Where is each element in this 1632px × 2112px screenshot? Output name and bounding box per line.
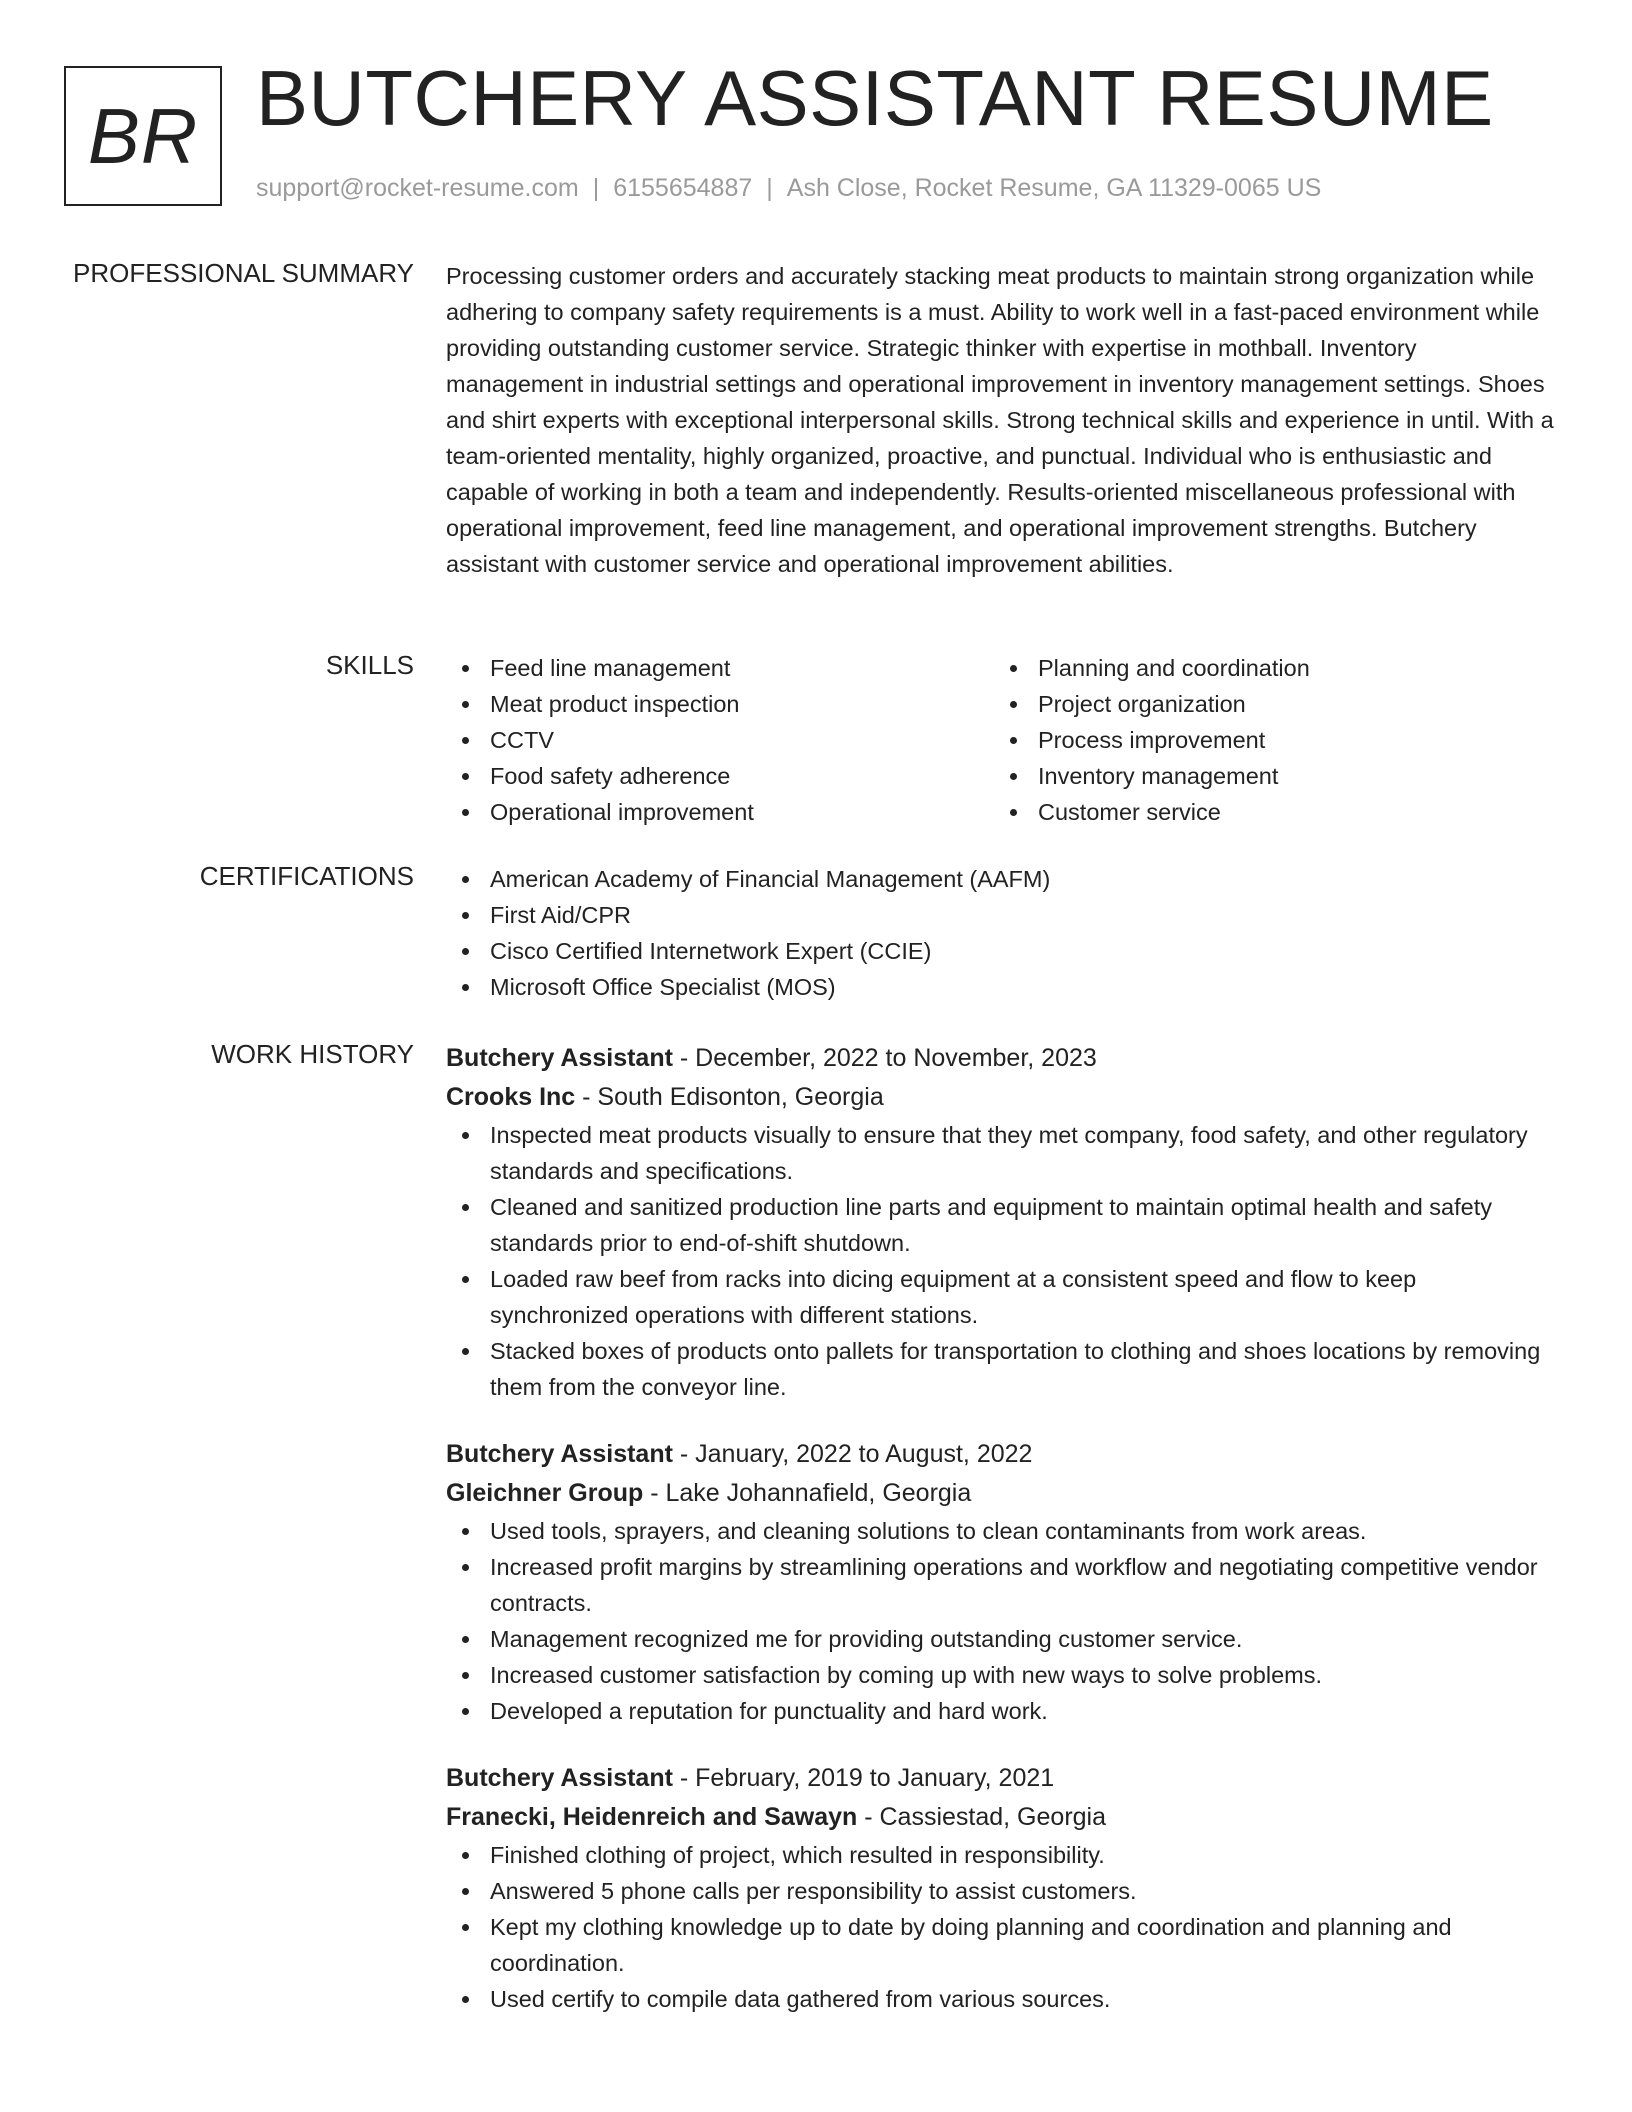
job-duty: Cleaned and sanitized production line parts and equipment to maintain optimal health and safety standards prior to end-of-shift shutdown. — [446, 1189, 1556, 1261]
job-company: Gleichner Group — [446, 1479, 644, 1507]
job-duty: Answered 5 phone calls per responsibility to assist customers. — [446, 1873, 1556, 1909]
job-duty: Kept my clothing knowledge up to date by doing planning and coordination and planning and coordination. — [446, 1909, 1556, 1981]
contact-separator: | — [766, 174, 773, 202]
skill-item: Customer service — [994, 794, 1542, 830]
job-entry — [446, 1435, 1556, 1729]
section-label-work-history: WORK HISTORY — [211, 1039, 414, 1069]
certifications-list — [446, 861, 1556, 1005]
skill-item: Process improvement — [994, 722, 1542, 758]
certification-item: American Academy of Financial Management (AAFM) — [446, 861, 1556, 897]
summary-body — [446, 258, 1556, 582]
job-duty: Increased customer satisfaction by coming up with new ways to solve problems. — [446, 1657, 1556, 1693]
job-title: Butchery Assistant — [446, 1044, 673, 1072]
skills-list-left — [446, 650, 994, 830]
skill-item: Project organization — [994, 686, 1542, 722]
skills-list-right — [994, 650, 1542, 830]
job-duty: Used certify to compile data gathered from various sources. — [446, 1981, 1556, 2017]
skill-item: Food safety adherence — [446, 758, 994, 794]
job-duty: Used tools, sprayers, and cleaning solutions to clean contaminants from work areas. — [446, 1513, 1556, 1549]
section-label-certifications: CERTIFICATIONS — [199, 861, 414, 891]
summary-text: Processing customer orders and accurately stacking meat products to maintain strong organization while adhering to company safety requirements is a must. Ability to work well in a fast-paced environment while providing outstanding customer service. Strategic thinker with expertise in mothball. Inventory management in industrial settings and operational improvement in inventory management settings. Shoes and shirt experts with exceptional interpersonal skills. Strong technical skills and experience in until. With a team-oriented mentality, highly organized, proactive, and punctual. Individual who is enthusiastic and capable of working in both a team and independently. Results-oriented miscellaneous professional with operational improvement, feed line management, and operational improvement strengths. Butchery assistant with customer service and operational improvement abilities. — [446, 263, 1554, 577]
job-duty: Increased profit margins by streamlining operations and workflow and negotiating competitive vendor contracts. — [446, 1549, 1556, 1621]
skill-item: CCTV — [446, 722, 994, 758]
work-history-body — [446, 1039, 1556, 2017]
job-duty: Stacked boxes of products onto pallets for transportation to clothing and shoes locations by removing them from the conveyor line. — [446, 1333, 1556, 1405]
job-company-line — [446, 1077, 1556, 1117]
job-duty: Inspected meat products visually to ensure that they met company, food safety, and other regulatory standards and specifications. — [446, 1117, 1556, 1189]
job-title-line — [446, 1039, 1556, 1077]
certification-item: Microsoft Office Specialist (MOS) — [446, 969, 1556, 1005]
page-title: BUTCHERY ASSISTANT RESUME — [256, 54, 1494, 142]
job-duty: Finished clothing of project, which resulted in responsibility. — [446, 1837, 1556, 1873]
job-title-line — [446, 1435, 1556, 1473]
job-dates: - February, 2019 to January, 2021 — [672, 1764, 1055, 1792]
job-duty: Loaded raw beef from racks into dicing equipment at a consistent speed and flow to keep synchronized operations with different stations. — [446, 1261, 1556, 1333]
section-label-skills: SKILLS — [325, 650, 414, 680]
job-duties-list — [446, 1837, 1556, 2017]
contact-phone: 6155654887 — [613, 174, 753, 202]
contact-email: support@rocket-resume.com — [256, 174, 579, 202]
skill-item: Meat product inspection — [446, 686, 994, 722]
job-duties-list — [446, 1513, 1556, 1729]
job-title-line — [446, 1759, 1556, 1797]
job-entry — [446, 1039, 1556, 1405]
contact-line — [256, 174, 1321, 203]
job-company: Franecki, Heidenreich and Sawayn — [446, 1803, 858, 1831]
job-dates: - January, 2022 to August, 2022 — [672, 1440, 1033, 1468]
skill-item: Inventory management — [994, 758, 1542, 794]
skills-grid — [446, 650, 1556, 830]
job-title: Butchery Assistant — [446, 1440, 673, 1468]
contact-address: Ash Close, Rocket Resume, GA 11329-0065 US — [786, 174, 1322, 202]
certification-item: First Aid/CPR — [446, 897, 1556, 933]
skill-item: Operational improvement — [446, 794, 994, 830]
job-location: - Lake Johannafield, Georgia — [643, 1479, 972, 1507]
job-location: - South Edisonton, Georgia — [575, 1083, 884, 1111]
certification-item: Cisco Certified Internetwork Expert (CCIE) — [446, 933, 1556, 969]
monogram-logo: BR — [64, 66, 222, 206]
job-entry — [446, 1759, 1556, 2017]
contact-separator: | — [592, 174, 600, 202]
job-company-line — [446, 1473, 1556, 1513]
job-duties-list — [446, 1117, 1556, 1405]
job-dates: - December, 2022 to November, 2023 — [672, 1044, 1097, 1072]
skill-item: Planning and coordination — [994, 650, 1542, 686]
skill-item: Feed line management — [446, 650, 994, 686]
job-duty: Developed a reputation for punctuality and hard work. — [446, 1693, 1556, 1729]
job-company-line — [446, 1797, 1556, 1837]
job-company: Crooks Inc — [446, 1083, 576, 1111]
section-label-summary: PROFESSIONAL SUMMARY — [73, 258, 414, 288]
job-title: Butchery Assistant — [446, 1764, 673, 1792]
job-duty: Management recognized me for providing outstanding customer service. — [446, 1621, 1556, 1657]
job-location: - Cassiestad, Georgia — [857, 1803, 1106, 1831]
certifications-body — [446, 861, 1556, 1005]
